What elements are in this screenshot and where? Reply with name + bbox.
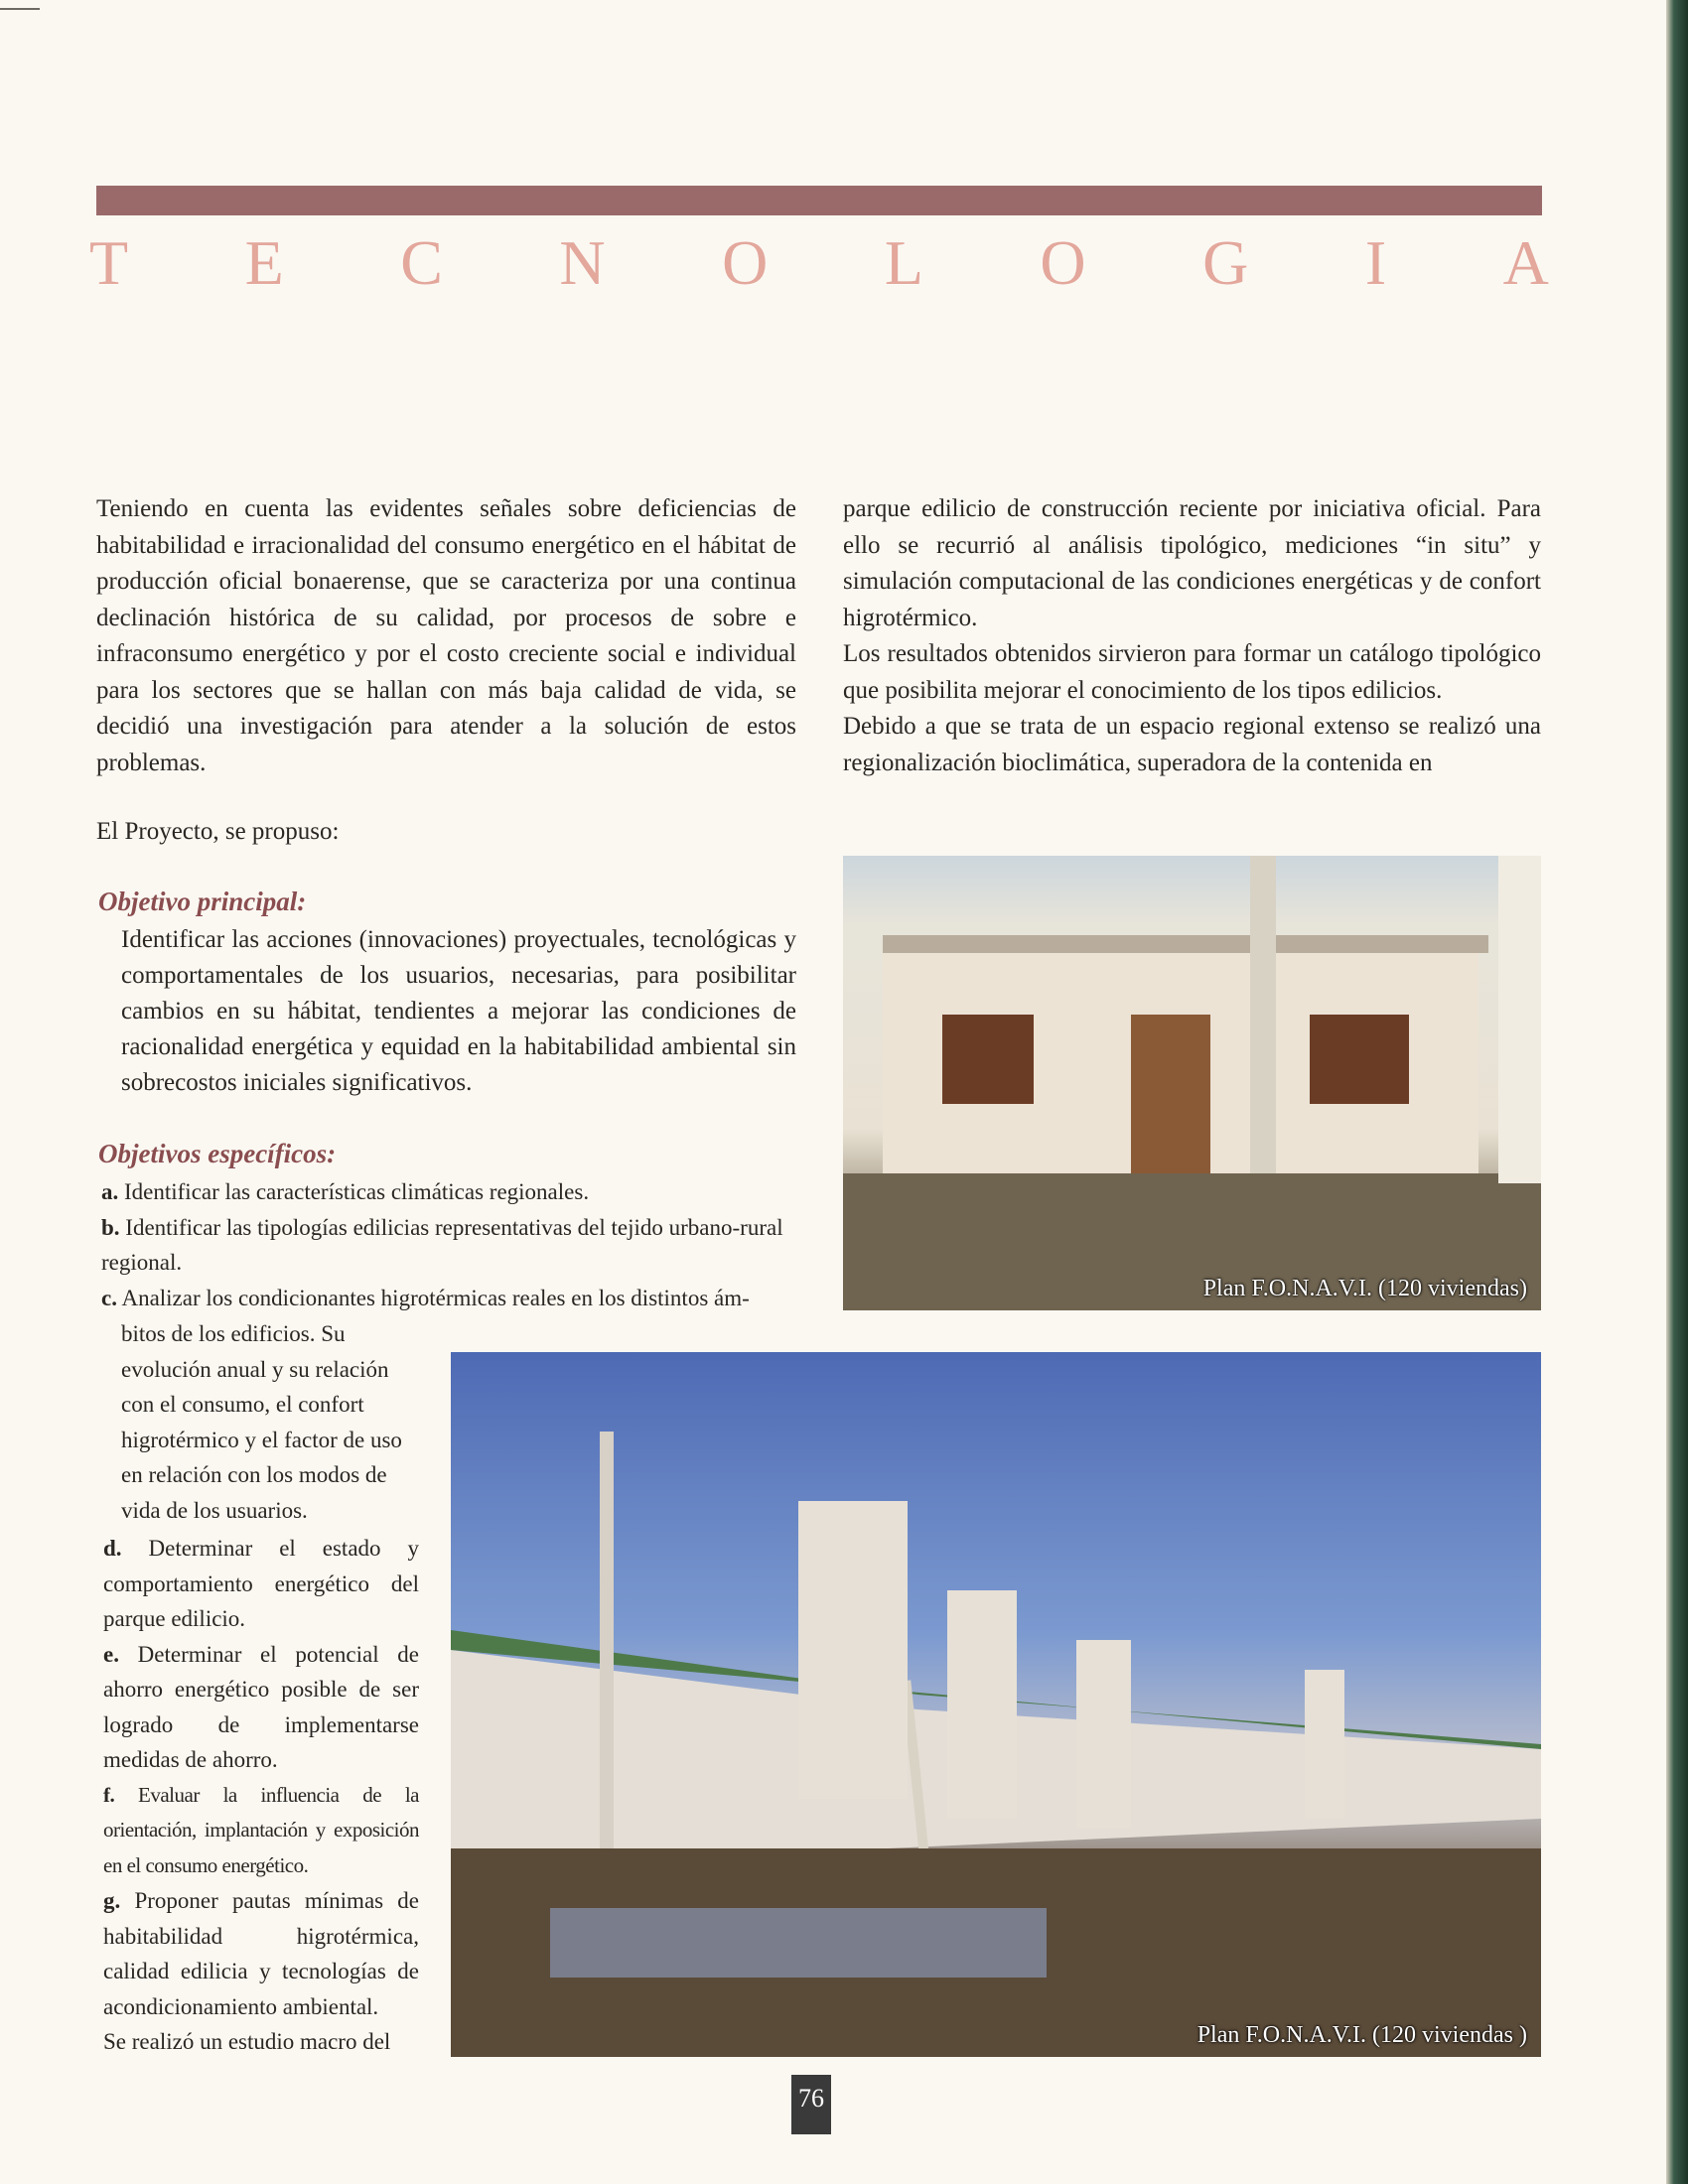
item-text: Proponer pautas mínimas de habitabilidad higrotérmica, calidad edilicia y tecnologías de acondicionamiento ambiental. xyxy=(103,1888,419,2019)
title-letter: C xyxy=(400,227,443,298)
book-spine xyxy=(1666,0,1688,2184)
item-text: Identificar las características climáticas regionales. xyxy=(124,1179,590,1204)
project-intro: El Proyecto, se propuso: xyxy=(96,818,340,845)
item-letter: d. xyxy=(103,1536,122,1561)
list-item xyxy=(103,1778,419,1884)
title-letter: G xyxy=(1202,227,1249,298)
paragraph: Debido a que se trata de un espacio regional extenso se realizó una regionalización bioclimática, superadora de la contenida en xyxy=(843,713,1541,776)
photo-caption: Plan F.O.N.A.V.I. (120 viviendas ) xyxy=(1196,2022,1527,2048)
photo-caption: Plan F.O.N.A.V.I. (120 viviendas) xyxy=(1202,1276,1527,1301)
item-text: Identificar las tipologías edilicias representativas del tejido urbano-rural regional. xyxy=(101,1214,783,1275)
item-letter: b. xyxy=(101,1214,120,1240)
title-letter: I xyxy=(1364,227,1387,298)
list-item xyxy=(103,1883,419,2024)
specific-objectives-list-top xyxy=(101,1174,796,1281)
specific-objectives-list-bottom xyxy=(103,1531,419,2060)
housing-photo-single xyxy=(843,856,1541,1310)
title-letter: L xyxy=(884,227,923,298)
paragraph: parque edilicio de construcción reciente por iniciativa oficial. Para ello se recurrió al análisis tipológico, mediciones “in situ” y simulación computacional de las condiciones energéticas y de confort higrotérmico. xyxy=(843,495,1541,631)
item-letter: f. xyxy=(103,1782,115,1807)
item-letter: c. xyxy=(101,1286,117,1310)
title-letter: O xyxy=(722,227,769,298)
item-text: Determinar el potencial de ahorro energético posible de ser logrado de implementarse medidas de ahorro. xyxy=(103,1641,420,1772)
corner-rule xyxy=(0,8,40,10)
page-number: 76 xyxy=(791,2075,831,2134)
item-text: Evaluar la influencia de la orientación, implantación y exposición en el consumo energético. xyxy=(103,1782,420,1877)
main-objective-heading: Objetivo principal: xyxy=(98,887,307,916)
closing-line: Se realizó un estudio macro del xyxy=(103,2029,391,2054)
main-objective-text: Identificar las acciones (innovaciones) proyectuales, tecnológicas y comportamentales de los usuarios, necesarias, para posibilitar cambios en su hábitat, tendientes a mejorar las condiciones de racionalidad energética y equidad en la habitabilidad ambiental sin sobrecostos iniciales significativos. xyxy=(121,926,796,1096)
paragraph: Los resultados obtenidos sirvieron para formar un catálogo tipológico que posibilita mejorar el conocimiento de los tipos edilicios. xyxy=(843,640,1541,704)
list-item xyxy=(103,1637,419,1778)
title-bar xyxy=(96,186,1542,215)
item-letter: e. xyxy=(103,1641,119,1667)
list-item xyxy=(103,1531,419,1637)
item-letter: g. xyxy=(103,1888,121,1913)
intro-paragraph-left: Teniendo en cuenta las evidentes señales sobre deficiencias de habitabilidad e irracionalidad del consumo energético en el hábitat de producción oficial bonaerense, que se caracteriza por una continua declinación histórica de su calidad, por procesos de sobre e infraconsumo energético y por el costo creciente social e individual para los sectores que se hallan con más baja calidad de vida, se decidió una investigación para atender a la solución de estos problemas. xyxy=(96,495,796,776)
specific-objectives-heading: Objetivos específicos: xyxy=(98,1139,337,1168)
list-item xyxy=(101,1210,796,1281)
title-letter: N xyxy=(559,227,606,298)
specific-objective-c-continued: bitos de los edificios. Su evolución anual y su relación con el consumo, el confort higrotérmico y el factor de uso en relación con los modos de vida de los usuarios. xyxy=(121,1321,402,1523)
item-letter: a. xyxy=(101,1179,119,1204)
title-letter: E xyxy=(244,227,284,298)
housing-photo-street xyxy=(451,1352,1541,2057)
title-letter: A xyxy=(1502,227,1549,298)
title-letter: T xyxy=(89,227,129,298)
specific-objective-c xyxy=(101,1281,796,1316)
title-letter: O xyxy=(1040,227,1086,298)
section-title xyxy=(89,226,1549,300)
item-text: Analizar los condicionantes higrotérmicas reales en los distintos ám- xyxy=(121,1286,750,1310)
intro-column-right xyxy=(843,491,1541,781)
item-text: Determinar el estado y comportamiento energético del parque edilicio. xyxy=(103,1536,419,1631)
list-item xyxy=(101,1174,796,1210)
house-illustration xyxy=(843,856,1541,1310)
street-illustration xyxy=(451,1352,1541,2057)
